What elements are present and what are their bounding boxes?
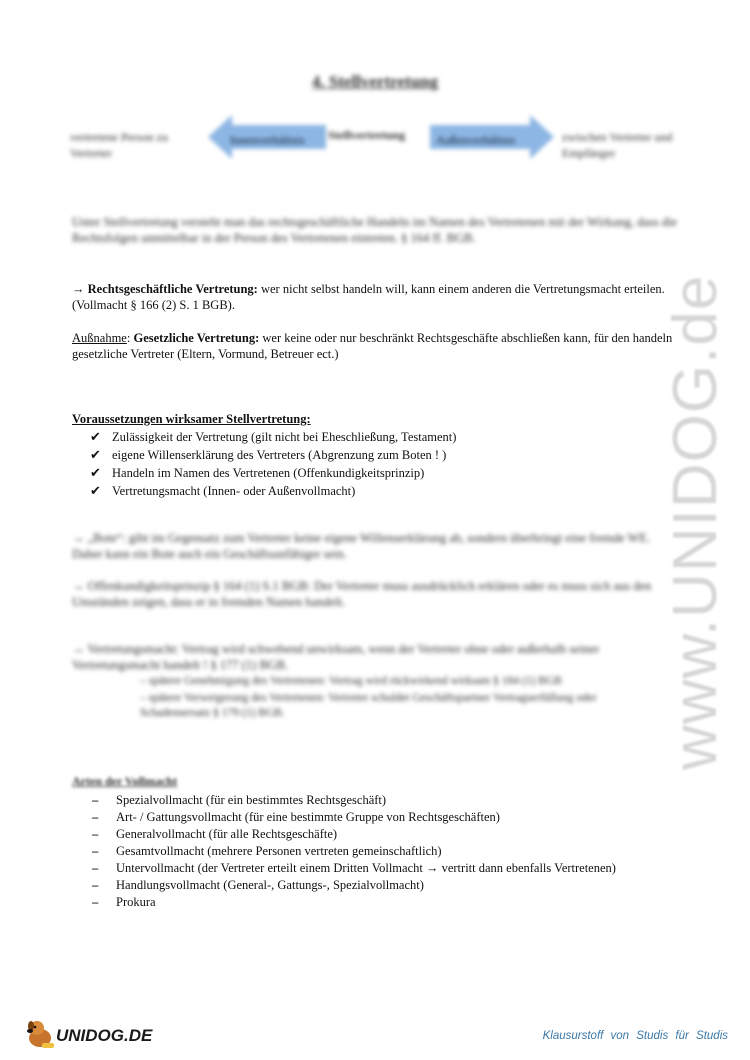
dash-icon: –: [92, 810, 99, 824]
type-text: Gesamtvollmacht (mehrere Personen vertreten gemeinschaftlich): [116, 844, 442, 858]
verweigerung-subitem: – spätere Verweigerung des Vertretenen: Vertreter schuldet Geschäftspartner Vertragserfüllung oder Schadensersatz § 179 (1) BGB.: [140, 692, 597, 719]
footer-tagline: Klausurstoff von Studis für Studis: [542, 1030, 728, 1042]
offenkundigkeit-note: → Offenkundigkeitsprinzip § 164 (1) S.1 BGB: Der Vertreter muss ausdrücklich erklären oder es muss sich aus den Umständen zeigen, dass er in fremden Namen handelt.: [72, 579, 652, 609]
dash-icon: –: [92, 793, 99, 807]
types-list: [92, 792, 712, 911]
list-item: [92, 809, 712, 826]
exception-paragraph: [72, 330, 682, 362]
type-text: Generalvollmacht (für alle Rechtsgeschäfte): [116, 827, 338, 841]
list-item: [92, 877, 712, 894]
type-text: Prokura: [116, 895, 156, 909]
vertretungsmacht-note: → Vertretungsmacht: Vertrag wird schwebend unwirksam, wenn der Vertreter ohne oder außerhalb seiner Vertretungsmacht handelt ! § 177 (1) BGB.: [72, 642, 600, 672]
type-text: Art- / Gattungsvollmacht (für eine bestimmte Gruppe von Rechtsgeschäften): [116, 810, 500, 824]
check-icon: ✔: [90, 447, 101, 462]
list-item: [90, 446, 690, 464]
check-icon: ✔: [90, 429, 101, 444]
requirements-heading: Voraussetzungen wirksamer Stellvertretung:: [72, 412, 311, 426]
list-item: [92, 792, 712, 809]
dash-icon: –: [92, 861, 99, 875]
list-item: [90, 428, 690, 446]
dash-icon: –: [92, 844, 99, 858]
list-item: [92, 860, 712, 877]
list-item: [92, 894, 712, 911]
check-icon: ✔: [90, 483, 101, 498]
relationship-diagram: [70, 115, 690, 165]
genehmigung-subitem: – spätere Genehmigung des Vertretenen: Vertrag wird rückwirkend wirksam § 184 (1) BGB: [140, 675, 562, 687]
check-icon: ✔: [90, 465, 101, 480]
requirement-text: eigene Willenserklärung des Vertreters (Abgrenzung zum Boten ! ): [112, 448, 447, 462]
exception-label: Gesetzliche Vertretung:: [133, 331, 260, 345]
requirement-text: Zulässigkeit der Vertretung (gilt nicht bei Eheschließung, Testament): [112, 430, 457, 444]
rg-vertretung-paragraph: [72, 281, 682, 313]
list-item: [92, 843, 712, 860]
diagram-center-label: Stellvertretung: [328, 128, 406, 142]
exception-prefix: Außnahme: [72, 331, 127, 345]
diagram-right-text: zwischen Vertreter und Empfänger: [562, 130, 673, 160]
type-text: Handlungsvollmacht (General-, Gattungs-, Spezialvollmacht): [116, 878, 424, 892]
exception-colon: :: [126, 331, 131, 345]
left-arrow-label: Innenverhältnis: [230, 133, 305, 147]
bote-note: → „Bote“: gibt im Gegensatz zum Vertreter keine eigene Willenserklärung ab, sondern überbringt eine fremde WE. Daher kann ein Bote auch ein Geschäftsunfähiger sein.: [72, 531, 651, 561]
diagram-left-text: vertretene Person zu Vertreter: [70, 130, 168, 160]
right-arrow-label: Außenverhältnis: [436, 133, 516, 147]
page-title: 4. Stellvertretung: [311, 72, 439, 91]
logo-text: UNIDOG.DE: [56, 1026, 153, 1045]
list-item: [92, 826, 712, 843]
dash-icon: –: [92, 895, 99, 909]
unidog-logo: [24, 1016, 164, 1052]
dash-icon: –: [92, 827, 99, 841]
rg-vertretung-text: wer nicht selbst handeln will, kann einem anderen die Vertretungsmacht erteilen. (Vollmacht § 166 (2) S. 1 BGB).: [72, 282, 665, 312]
requirement-text: Vertretungsmacht (Innen- oder Außenvollmacht): [112, 484, 356, 498]
watermark: www.UNIDOG.de: [661, 274, 730, 770]
list-item: [90, 464, 690, 482]
dash-icon: –: [92, 878, 99, 892]
rg-vertretung-label: Rechtsgeschäftliche Vertretung:: [87, 282, 258, 296]
requirements-list: [90, 428, 690, 500]
intro-paragraph: Unter Stellvertretung versteht man das rechtsgeschäftliche Handeln im Namen des Vertretenen mit der Wirkung, dass die Rechtsfolgen unmittelbar in der Person des Vertretenen eintreten. § 164 ff. BGB.: [72, 215, 678, 245]
list-item: [90, 482, 690, 500]
type-text: Untervollmacht (der Vertreter erteilt einem Dritten Vollmacht → vertritt dann ebenfalls Vertretenen): [116, 861, 616, 875]
type-text: Spezialvollmacht (für ein bestimmtes Rechtsgeschäft): [116, 793, 387, 807]
requirement-text: Handeln im Namen des Vertretenen (Offenkundigkeitsprinzip): [112, 466, 425, 480]
exception-text: wer keine oder nur beschränkt Rechtsgeschäfte abschließen kann, für den handeln gesetzliche Vertreter (Eltern, Vormund, Betreuer ect.): [72, 331, 673, 361]
types-heading: Arten der Vollmacht: [72, 774, 178, 788]
dog-icon: [24, 1016, 58, 1052]
arrow-icon: →: [72, 282, 85, 296]
